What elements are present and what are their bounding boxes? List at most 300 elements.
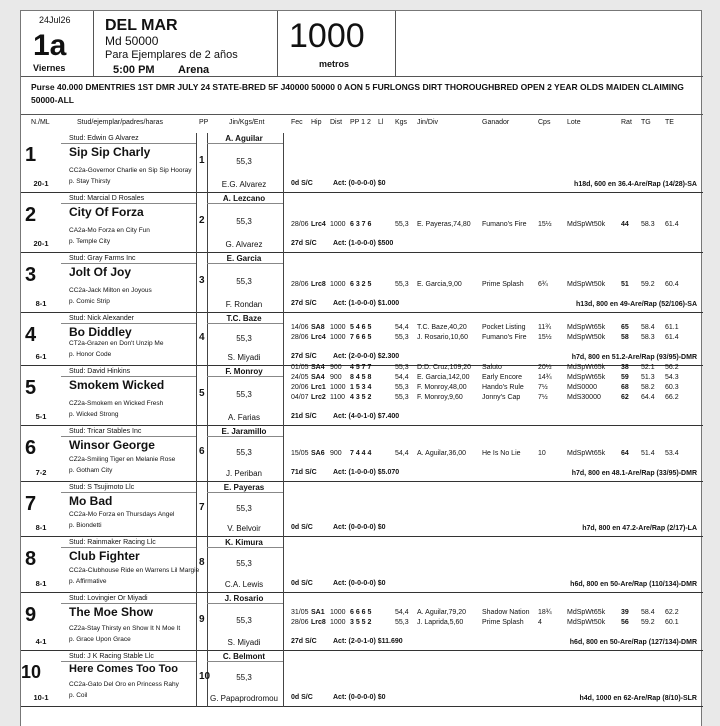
workout: h7d, 800 en 51.2-Are/Rap (93/95)-DMR [571, 354, 697, 361]
horse-name[interactable]: Sip Sip Charly [69, 145, 151, 159]
days-since-last: 0d S/C [291, 694, 313, 701]
weight: 55,3 [236, 559, 252, 568]
post-position: 7 [199, 502, 205, 513]
career-record: Act: (0-0-0-0) $0 [333, 694, 386, 701]
time-te: 62.2 [665, 609, 679, 616]
stud-owner: Stud: Edwin G Alvarez [69, 135, 139, 142]
career-record: Act: (1-0-0-0) $500 [333, 240, 394, 247]
race-class: MdSpWt65k [567, 450, 606, 457]
morning-line-odds: 10-1 [33, 693, 49, 702]
time-te: 54.3 [665, 374, 679, 381]
race-winner: Prime Splash [482, 281, 524, 288]
running-positions: 4 3 5 2 [350, 394, 372, 401]
race-conditions: Purse 40.000 DMENTRIES 1ST DMR JULY 24 STATE-BRED 5F J40000 50000 0 AON 5 FURLONGS DIRT THOROUGHBRED OPEN 2 YEAR OLDS MAIDEN CLAIMING 50000-ALL [21, 77, 703, 115]
days-since-last: 71d S/C [291, 469, 317, 476]
breeding: CZ2a-Smokem en Wicked Fresh [69, 400, 164, 407]
time-tg: 51.3 [641, 374, 655, 381]
racecourse: Lrc8 [311, 619, 326, 626]
days-since-last: 0d S/C [291, 580, 313, 587]
entry-row [21, 482, 703, 537]
time-te: 53.4 [665, 450, 679, 457]
rating: 51 [621, 281, 629, 288]
race-date: 20/06 [291, 384, 309, 391]
post-position: 3 [199, 275, 205, 286]
racecourse: SA8 [311, 324, 325, 331]
column-divider [196, 366, 197, 426]
age-group: Para Ejemplares de 2 años [105, 49, 238, 61]
weight: 55,3 [236, 616, 252, 625]
running-positions: 3 5 5 2 [350, 619, 372, 626]
header-divider [61, 547, 196, 548]
jockey: J. Rosario [224, 594, 264, 603]
rating: 58 [621, 334, 629, 341]
divider [395, 11, 396, 77]
race-class: MdSpWt65k [567, 364, 606, 371]
race-date: 24/05 [291, 374, 309, 381]
jockey-dividend: J. Rosario,10,60 [417, 334, 468, 341]
race-distance: 1000 [330, 334, 346, 341]
header-divider [207, 547, 283, 548]
horse-name[interactable]: Smokem Wicked [69, 378, 165, 392]
col-dist: Dist [330, 119, 343, 126]
jockey-dividend: F. Monroy,9,60 [417, 394, 463, 401]
race-date: 04/07 [291, 394, 309, 401]
header-divider [61, 143, 196, 144]
col-ganador: Ganador [482, 119, 510, 126]
race-distance: 1000 [330, 609, 346, 616]
horse-name[interactable]: Bo Diddley [69, 325, 132, 339]
race-winner: Fumano's Fire [482, 334, 527, 341]
jockey-dividend: J. Laprida,5,60 [417, 619, 464, 626]
col-hip: Hip [311, 119, 322, 126]
jockey: A. Aguilar [225, 134, 263, 143]
beaten-lengths: 7½ [538, 394, 548, 401]
trainer: S. Miyadi [227, 353, 261, 362]
stud-owner: Stud: Gray Farms Inc [69, 255, 136, 262]
jockey: A. Lezcano [222, 194, 266, 203]
header-divider [207, 323, 283, 324]
career-record: Act: (4-0-1-0) $7.400 [333, 413, 400, 420]
horse-name[interactable]: Winsor George [69, 438, 155, 452]
race-distance: 1000 [330, 221, 346, 228]
rating: 65 [621, 324, 629, 331]
column-divider [196, 593, 197, 651]
post-position: 2 [199, 215, 205, 226]
stud-owner: Stud: J K Racing Stable Llc [69, 653, 154, 660]
career-record: Act: (0-0-0-0) $0 [333, 180, 386, 187]
race-sheet [20, 10, 702, 726]
days-since-last: 27d S/C [291, 300, 317, 307]
morning-line-odds: 8-1 [35, 523, 47, 532]
rating: 64 [621, 450, 629, 457]
header-divider [207, 263, 283, 264]
time-tg: 58.4 [641, 609, 655, 616]
racecourse: Lrc2 [311, 394, 326, 401]
jockey-dividend: A. Aguilar,79,20 [417, 609, 467, 616]
race-class: MdSpWt65k [567, 374, 606, 381]
race-class: MdSpWt65k [567, 324, 606, 331]
jockey: E. Payeras [223, 483, 265, 492]
workout: h7d, 800 en 48.1-Are/Rap (33/95)-DMR [571, 470, 697, 477]
column-divider [283, 482, 284, 537]
running-positions: 1 5 3 4 [350, 384, 372, 391]
race-date: 28/06 [291, 221, 309, 228]
time-te: 61.1 [665, 324, 679, 331]
divider [93, 11, 94, 77]
race-day: Viernes [33, 63, 66, 73]
weight: 55,3 [236, 448, 252, 457]
race-distance: 1000 [330, 384, 346, 391]
days-since-last: 0d S/C [291, 524, 313, 531]
col-lote: Lote [567, 119, 581, 126]
race-header [21, 11, 703, 77]
jockey-dividend: E. Payeras,74,80 [417, 221, 471, 228]
program-number: 9 [25, 604, 37, 626]
weight: 55,3 [236, 334, 252, 343]
time-tg: 51.4 [641, 450, 655, 457]
race-distance: 900 [330, 450, 342, 457]
program-number: 6 [25, 437, 37, 459]
days-since-last: 27d S/C [291, 638, 317, 645]
post-position: 8 [199, 557, 205, 568]
race-class: MdSpWt50k [567, 334, 606, 341]
post-position: 10 [199, 671, 211, 682]
breeding: CC2a-Gato Del Oro en Princess Rahy [69, 681, 179, 688]
time-te: 61.4 [665, 334, 679, 341]
header-divider [207, 492, 283, 493]
sire: p. Temple City [69, 238, 111, 245]
carried-weight: 54,4 [395, 324, 409, 331]
horse-name[interactable]: City Of Forza [69, 205, 144, 219]
divider [277, 11, 278, 77]
racecourse: SA1 [311, 609, 325, 616]
col-rat: Rat [621, 119, 632, 126]
breeding: CT2a-Grazen en Don't Unzip Me [69, 340, 164, 347]
post-position: 9 [199, 614, 205, 625]
beaten-lengths: 15½ [538, 334, 552, 341]
entry-row [21, 651, 703, 707]
morning-line-odds: 20-1 [33, 239, 49, 248]
time-te: 60.4 [665, 281, 679, 288]
sire: p. Grace Upon Grace [69, 636, 131, 643]
sire: p. Affirmative [69, 578, 107, 585]
header-divider [61, 376, 196, 377]
career-record: Act: (1-0-0-0) $1.000 [333, 300, 400, 307]
sire: p. Stay Thirsty [69, 178, 111, 185]
race-distance: 1000 [330, 281, 346, 288]
column-divider [196, 253, 197, 313]
running-positions: 7 6 6 5 [350, 334, 372, 341]
running-positions: 6 3 7 6 [350, 221, 372, 228]
career-record: Act: (2-0-0-0) $2.300 [333, 353, 400, 360]
carried-weight: 54,4 [395, 374, 409, 381]
race-winner: Hando's Rule [482, 384, 524, 391]
beaten-lengths: 20½ [538, 364, 552, 371]
race-class: MdSpWt50k [567, 619, 606, 626]
racecourse: Lrc4 [311, 221, 326, 228]
time-te: 56.2 [665, 364, 679, 371]
header-divider [207, 203, 283, 204]
time-te: 60.1 [665, 619, 679, 626]
race-winner: Saluto [482, 364, 502, 371]
program-number: 3 [25, 264, 37, 286]
carried-weight: 55,3 [395, 384, 409, 391]
trainer: F. Rondan [225, 300, 263, 309]
stud-owner: Stud: Lovingier Or Miyadi [69, 595, 148, 602]
beaten-lengths: 18¾ [538, 609, 552, 616]
carried-weight: 55,3 [395, 394, 409, 401]
race-winner: He Is No Lie [482, 450, 521, 457]
time-tg: 58.4 [641, 324, 655, 331]
trainer: A. Farias [227, 413, 260, 422]
program-number: 10 [21, 662, 42, 682]
race-class: MdS0000 [567, 384, 597, 391]
column-divider [196, 426, 197, 482]
race-date: 24Jul26 [39, 15, 71, 25]
weight: 55,3 [236, 673, 252, 682]
col-tg: TG [641, 119, 651, 126]
race-winner: Early Encore [482, 374, 523, 381]
stud-owner: Stud: David Hinkins [69, 368, 131, 375]
entry-row [21, 253, 703, 313]
column-divider [196, 133, 197, 193]
workout: h13d, 800 en 49-Are/Rap (52/106)-SA [576, 301, 697, 308]
breeding: CC2a-Mo Forza en Thursdays Angel [69, 511, 175, 518]
weight: 55,3 [236, 217, 252, 226]
jockey-dividend: E. Garcia,142,00 [417, 374, 470, 381]
jockey-dividend: T.C. Baze,40,20 [417, 324, 467, 331]
program-number: 5 [25, 377, 37, 399]
racecourse: SA4 [311, 374, 325, 381]
col-jindiv: Jin/Div [417, 119, 439, 126]
col-jin: Jin/Kgs/Ent [229, 119, 265, 126]
column-divider [196, 482, 197, 537]
weight: 55,3 [236, 157, 252, 166]
weight: 55,3 [236, 277, 252, 286]
race-class: MdS30000 [567, 394, 601, 401]
race-class: MdSpWt50k [567, 281, 606, 288]
col-te: TE [665, 119, 674, 126]
stud-owner: Stud: Marcial D Rosales [69, 195, 145, 202]
morning-line-odds: 20-1 [33, 179, 49, 188]
post-position: 6 [199, 446, 205, 457]
column-divider [196, 313, 197, 366]
workout: h6d, 800 en 50-Are/Rap (110/134)-DMR [570, 581, 697, 588]
jockey: E. Jaramillo [221, 427, 267, 436]
col-ll: Ll [378, 119, 384, 126]
workout: h7d, 800 en 47.2-Are/Rap (2/17)-LA [582, 525, 697, 532]
career-record: Act: (0-0-0-0) $0 [333, 580, 386, 587]
race-class: Md 50000 [105, 34, 159, 48]
column-divider [196, 193, 197, 253]
beaten-lengths: 15½ [538, 221, 552, 228]
morning-line-odds: 4-1 [35, 637, 47, 646]
race-class: MdSpWt65k [567, 609, 606, 616]
race-distance: 1100 [330, 394, 346, 401]
career-record: Act: (0-0-0-0) $0 [333, 524, 386, 531]
col-stud: Stud/ejemplar/padres/haras [77, 119, 163, 126]
header-divider [61, 436, 196, 437]
beaten-lengths: 4 [538, 619, 542, 626]
trainer: G. Alvarez [225, 240, 263, 249]
rating: 62 [621, 394, 629, 401]
morning-line-odds: 6-1 [35, 352, 47, 361]
col-cps: Cps [538, 119, 551, 126]
entry-row [21, 426, 703, 482]
race-date: 28/06 [291, 281, 309, 288]
program-number: 7 [25, 493, 37, 515]
col-nml: N./ML [31, 119, 50, 126]
time-tg: 59.2 [641, 619, 655, 626]
running-positions: 6 3 2 5 [350, 281, 372, 288]
carried-weight: 55,3 [395, 281, 409, 288]
time-tg: 59.2 [641, 281, 655, 288]
time-te: 66.2 [665, 394, 679, 401]
post-position: 5 [199, 388, 205, 399]
sire: p. Biondetti [69, 522, 102, 529]
rating: 39 [621, 609, 629, 616]
days-since-last: 21d S/C [291, 413, 317, 420]
header-divider [61, 603, 196, 604]
career-record: Act: (1-0-0-0) $5.070 [333, 469, 400, 476]
time-te: 61.4 [665, 221, 679, 228]
weight: 55,3 [236, 390, 252, 399]
morning-line-odds: 8-1 [35, 579, 47, 588]
carried-weight: 54,4 [395, 450, 409, 457]
sire: p. Comic Strip [69, 298, 110, 305]
morning-line-odds: 7-2 [35, 468, 47, 477]
horse-name[interactable]: Mo Bad [69, 494, 113, 508]
rating: 56 [621, 619, 629, 626]
jockey-dividend: D.D. Cruz,109,20 [417, 364, 472, 371]
race-date: 28/06 [291, 619, 309, 626]
race-winner: Fumano's Fire [482, 221, 527, 228]
column-divider [283, 366, 284, 426]
column-divider [283, 651, 284, 707]
beaten-lengths: 11¾ [538, 324, 552, 331]
workout: h18d, 600 en 36.4-Are/Rap (14/28)-SA [574, 181, 697, 188]
race-date: 14/06 [291, 324, 309, 331]
sire: p. Gotham City [69, 467, 113, 474]
racecourse: Lrc4 [311, 334, 326, 341]
running-positions: 8 4 5 8 [350, 374, 372, 381]
header-divider [61, 203, 196, 204]
beaten-lengths: 10 [538, 450, 546, 457]
racecourse: SA4 [311, 364, 325, 371]
race-number: 1a [33, 29, 67, 62]
program-number: 8 [25, 548, 37, 570]
horse-name[interactable]: Here Comes Too Too [69, 663, 178, 675]
trainer: J. Periban [225, 469, 263, 478]
trainer: G. Papaprodromou [209, 694, 279, 703]
header-divider [207, 376, 283, 377]
breeding: CA2a-Mo Forza en City Fun [69, 227, 150, 234]
program-number: 4 [25, 324, 37, 346]
col-kgs: Kgs [395, 119, 408, 126]
program-number: 2 [25, 204, 37, 226]
stud-owner: Stud: Tricar Stables Inc [69, 428, 142, 435]
time-tg: 58.3 [641, 334, 655, 341]
breeding: CC2a-Jack Milton en Joyous [69, 287, 152, 294]
col-pp: PP [199, 119, 209, 126]
column-divider [283, 426, 284, 482]
trainer: V. Belvoir [227, 524, 261, 533]
horse-name[interactable]: Jolt Of Joy [69, 265, 132, 279]
days-since-last: 27d S/C [291, 240, 317, 247]
distance-unit: metros [319, 59, 350, 69]
col-fec: Fec [291, 119, 303, 126]
header-divider [207, 603, 283, 604]
beaten-lengths: 14¾ [538, 374, 552, 381]
time-tg: 58.2 [641, 384, 655, 391]
column-divider [283, 593, 284, 651]
horse-name[interactable]: The Moe Show [69, 605, 153, 619]
carried-weight: 55,3 [395, 364, 409, 371]
jockey: K. Kimura [225, 538, 263, 547]
time-tg: 64.4 [641, 394, 655, 401]
track-name: DEL MAR [105, 17, 178, 34]
entry-row [21, 193, 703, 253]
career-record: Act: (2-0-1-0) $11.690 [333, 638, 403, 645]
time-te: 60.3 [665, 384, 679, 391]
breeding: CZ2a-Stay Thirsty en Show It N Moe It [69, 625, 181, 632]
weight: 55,3 [236, 504, 252, 513]
carried-weight: 55,3 [395, 619, 409, 626]
race-distance: 900 [330, 364, 342, 371]
beaten-lengths: 6¾ [538, 281, 548, 288]
header-divider [61, 323, 196, 324]
race-winner: Prime Splash [482, 619, 524, 626]
race-winner: Pocket Listing [482, 324, 526, 331]
carried-weight: 54,4 [395, 609, 409, 616]
trainer: C.A. Lewis [224, 580, 264, 589]
jockey: F. Monroy [225, 367, 263, 376]
column-divider [283, 313, 284, 366]
stud-owner: Stud: Rainmaker Racing Llc [69, 539, 156, 546]
racecourse: SA6 [311, 450, 325, 457]
rating: 38 [621, 364, 629, 371]
col-pp12: PP 1 2 [350, 119, 371, 126]
morning-line-odds: 8-1 [35, 299, 47, 308]
rating: 68 [621, 384, 629, 391]
column-divider [283, 193, 284, 253]
header-divider [207, 143, 283, 144]
sire: p. Wicked Strong [69, 411, 119, 418]
column-divider [283, 133, 284, 193]
post-position: 4 [199, 332, 205, 343]
running-positions: 4 5 7 7 [350, 364, 372, 371]
stud-owner: Stud: S Tsujimoto Llc [69, 484, 135, 491]
jockey-dividend: F. Monroy,48,00 [417, 384, 467, 391]
running-positions: 5 4 6 5 [350, 324, 372, 331]
header-divider [61, 492, 196, 493]
post-position: 1 [199, 155, 205, 166]
entry-row [21, 366, 703, 426]
time-tg: 52.1 [641, 364, 655, 371]
breeding: CC2a-Governor Charlie en Sip Sip Hooray [69, 167, 192, 174]
program-number: 1 [25, 144, 37, 166]
column-divider [283, 537, 284, 593]
entry-row [21, 593, 703, 651]
column-divider [196, 651, 197, 707]
days-since-last: 27d S/C [291, 353, 317, 360]
race-winner: Shadow Nation [482, 609, 530, 616]
sire: p. Honor Code [69, 351, 112, 358]
horse-name[interactable]: Club Fighter [69, 549, 140, 563]
trainer: E.G. Alvarez [221, 180, 267, 189]
beaten-lengths: 7½ [538, 384, 548, 391]
column-divider [283, 253, 284, 313]
